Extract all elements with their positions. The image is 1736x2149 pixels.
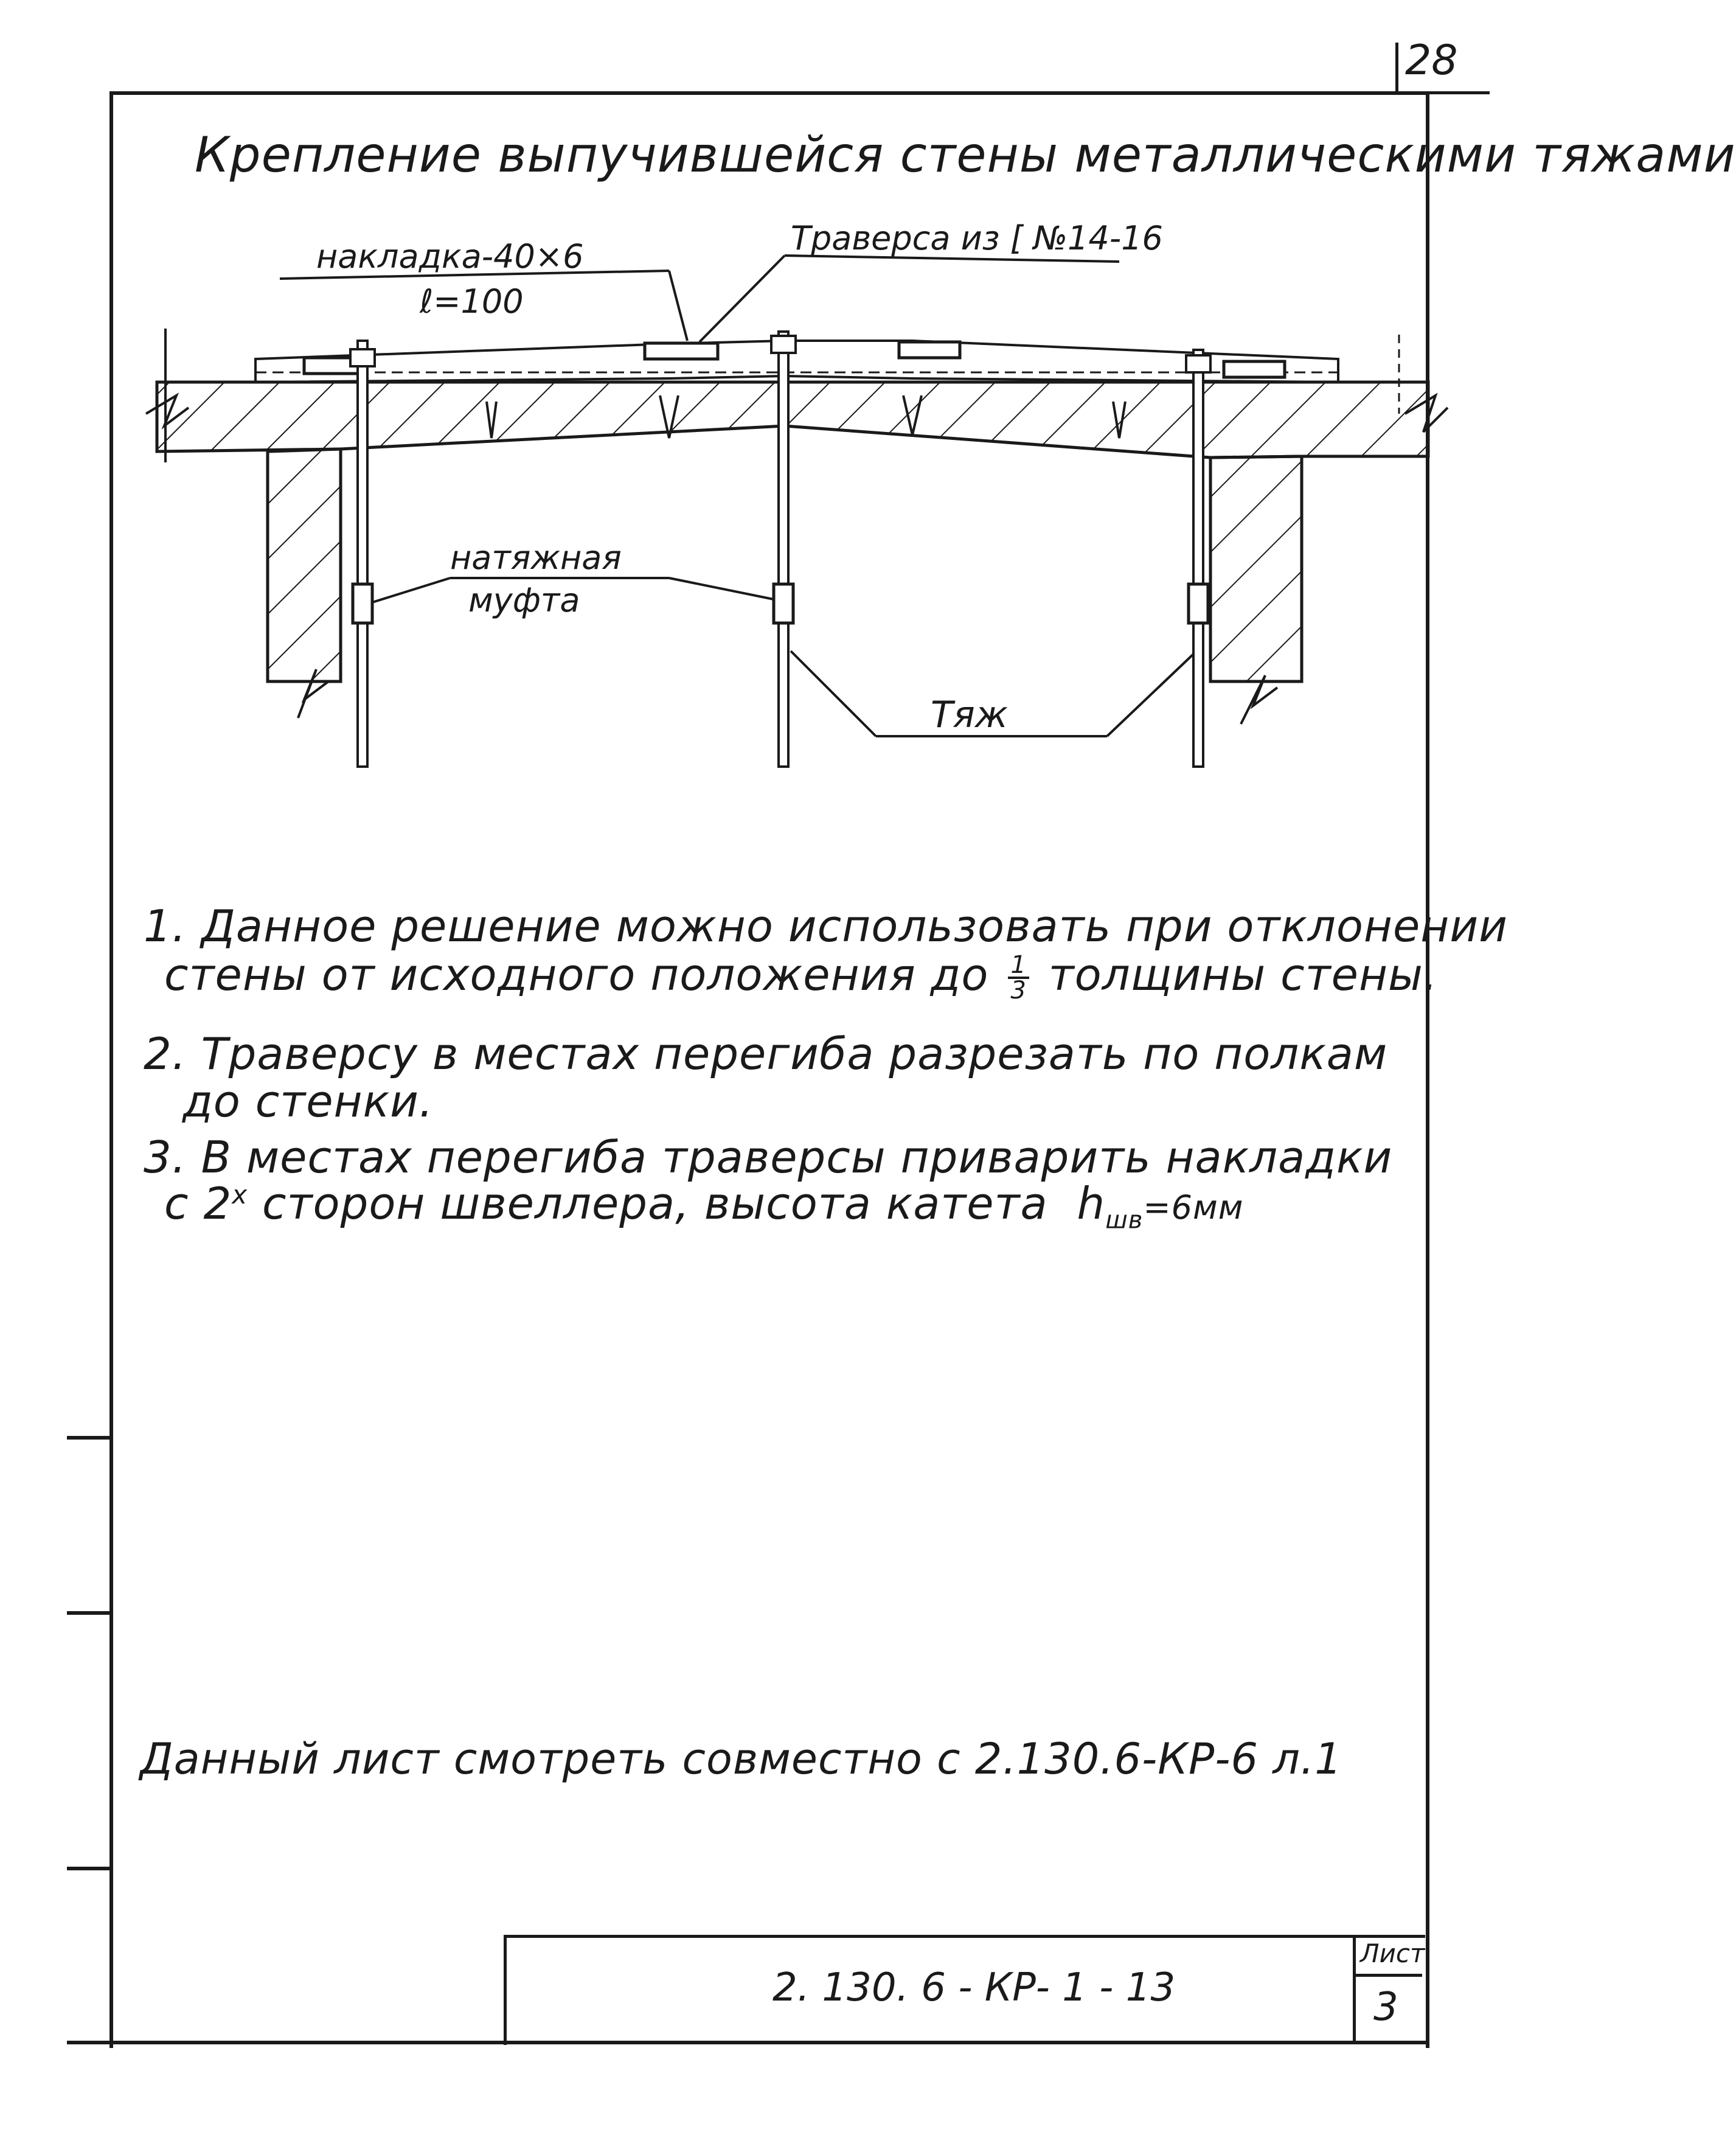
note-3-line-2	[164, 1178, 1243, 1234]
right-pilaster	[1210, 456, 1302, 681]
fraction-denominator: 3	[1010, 977, 1027, 1005]
note-3-text-a: с 2	[164, 1178, 232, 1229]
document-code: 2. 130. 6 - КР- 1 - 13	[773, 1965, 1176, 2010]
fraction-numerator: 1	[1008, 953, 1029, 979]
sheet-label: Лист	[1360, 1938, 1425, 1968]
note-1-line-2	[164, 949, 1438, 1005]
label-coupling-1: натяжная	[450, 538, 622, 577]
note-1-line-1: 1. Данное решение можно использовать при отклонении	[144, 900, 1508, 952]
wall-tie-drawing	[0, 0, 1544, 803]
drawing-title: Крепление выпучившейся стены металлическими тяжами	[195, 127, 1736, 183]
weld-plate	[899, 342, 960, 358]
note-2-line-1: 2. Траверсу в местах перегиба разрезать по полкам	[144, 1028, 1388, 1079]
fraction	[1008, 951, 1029, 1005]
weld-plate	[1224, 361, 1285, 377]
label-rod: Тяж	[931, 694, 1008, 736]
weld-plate	[645, 343, 718, 359]
label-coupling-2: муфта	[468, 581, 580, 619]
note-3-text-b: сторон швеллера, высота катета	[262, 1178, 1048, 1229]
margin-tick	[67, 1611, 113, 1615]
weld-height-symbol: h	[1077, 1178, 1106, 1229]
wall-section	[157, 382, 1428, 458]
margin-tick	[67, 1867, 113, 1870]
label-traverse: Траверса из [ №14-16	[791, 219, 1163, 257]
sheet-cell-divider	[1353, 1974, 1422, 1977]
margin-tick	[67, 1436, 113, 1440]
label-plate-length: ℓ=100	[420, 282, 524, 321]
note-3-superscript: х	[232, 1180, 248, 1210]
reference-note: Данный лист смотреть совместно с 2.130.6-КР-6 л.1	[140, 1734, 1342, 1784]
sheet-number: 3	[1373, 1985, 1398, 2030]
left-pilaster	[268, 449, 341, 681]
label-plate: накладка-40×6	[316, 237, 584, 276]
note-1-end: толщины стены.	[1048, 949, 1438, 1000]
page-number: 28	[1405, 37, 1458, 85]
weld-height-subscript: шв	[1105, 1206, 1144, 1235]
note-3-line-1: 3. В местах перегиба траверсы приварить накладки	[144, 1132, 1393, 1183]
note-2-line-2: до стенки.	[182, 1076, 434, 1127]
note-1-text: стены от исходного положения до	[164, 949, 989, 1000]
weld-height-value: =6мм	[1143, 1188, 1244, 1227]
